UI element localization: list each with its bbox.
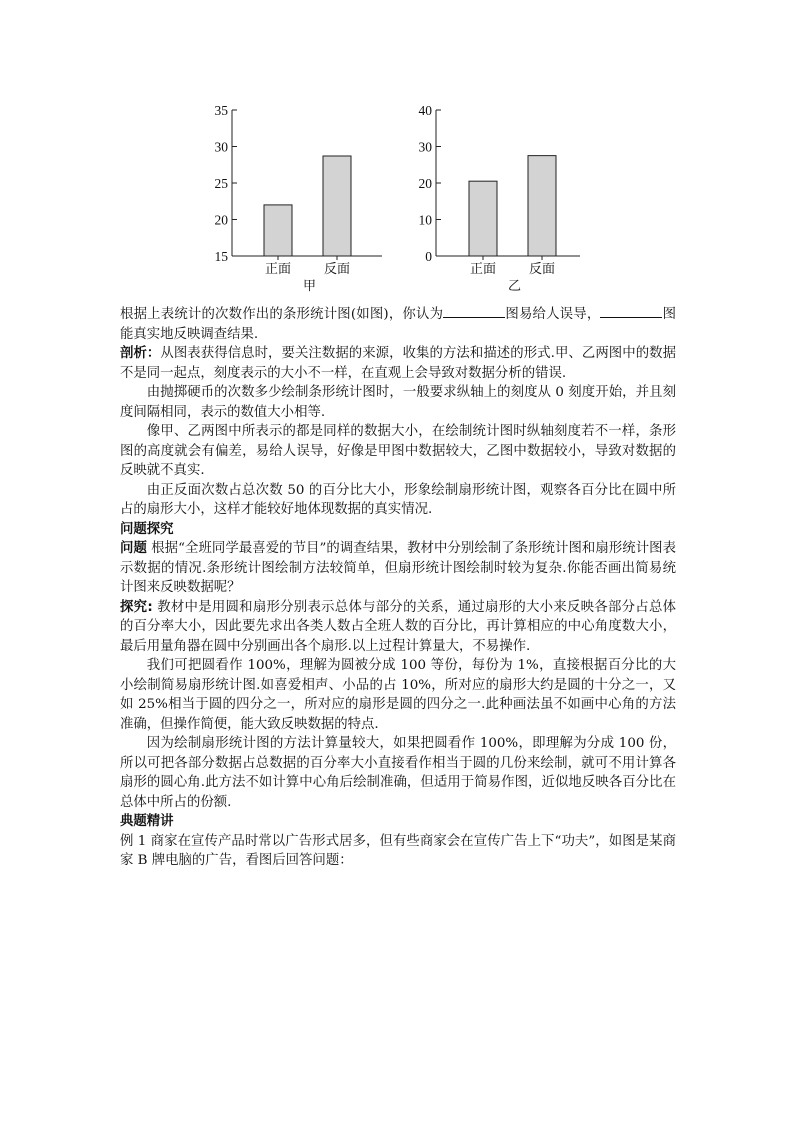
analysis-paragraph-2: 由抛掷硬币的次数多少绘制条形统计图时，一般要求纵轴上的刻度从 0 刻度开始，并且刻度间隔相同，表示的数值大小相等. bbox=[120, 385, 676, 420]
example-1-paragraph: 例 1 商家在宣传产品时常以广告形式居多，但有些商家会在宣传广告上下“功夫”，如图是某商家 B 牌电脑的广告，看图后回答问题： bbox=[120, 833, 676, 868]
bar bbox=[264, 205, 292, 256]
y-tick-label: 0 bbox=[425, 249, 432, 264]
explore-paragraph-2: 我们可把圆看作 100%，理解为圆被分成 100 等份，每份为 1%，直接根据百分比的大小绘制简易扇形统计图.如喜爱相声、小品的占 10%，所对应的扇形大约是圆的十分之一，又如 25%相当于圆的四分之一，所对应的扇形是圆的四分之一.此种画法虽不如画中心角的方法准确，但操作简便，能大致反映数据的特点. bbox=[120, 658, 676, 732]
y-tick-label: 40 bbox=[418, 103, 432, 118]
question-text-3: 图能真实地反映调查结果. bbox=[120, 307, 677, 342]
y-tick-label: 30 bbox=[214, 139, 228, 155]
problem-text: 根据“全班同学最喜爱的节目”的调查结果，教材中分别绘制了条形统计图和扇形统计图表示数据的情况.条形统计图绘制方法较简单，但扇形统计图绘制时较为复杂.你能否画出简易统计图来反映数据呢？ bbox=[120, 541, 677, 595]
x-tick-label: 反面 bbox=[528, 261, 556, 276]
y-tick-label: 10 bbox=[418, 212, 432, 228]
bar bbox=[323, 156, 351, 256]
bar-charts-figure bbox=[200, 98, 600, 298]
explore-paragraph bbox=[120, 598, 676, 657]
y-tick-label: 20 bbox=[418, 176, 432, 191]
y-tick-label: 25 bbox=[214, 176, 228, 191]
document-body bbox=[120, 304, 676, 871]
analysis-paragraph-4: 由正反面次数占总次数 50 的百分比大小，形象绘制扇形统计图，观察各百分比在圆中所占的扇形大小，这样才能较好地体现数据的真实情况. bbox=[120, 482, 676, 517]
problem-label: 问题 bbox=[120, 541, 147, 556]
bar-charts-svg bbox=[200, 98, 600, 298]
explore-paragraph-3: 因为绘制扇形统计图的方法计算量较大，如果把圆看作 100%，即理解为分成 100 份，所以可把各部分数据占总数据的百分率大小直接看作相当于圆的几份来绘制，就可不用计算各扇形的圆心角.此方法不如计算中心角后绘制准确，但适用于简易作图，近似地反映各百分比在总体中所占的份额. bbox=[120, 736, 676, 810]
question-text-2: 图易给人误导， bbox=[505, 307, 601, 322]
chart-title: 乙 bbox=[507, 278, 522, 293]
explore-label: 探究: bbox=[120, 599, 153, 615]
y-tick-label: 20 bbox=[214, 212, 228, 228]
analysis-label: 剖析： bbox=[120, 346, 161, 361]
answer-blank-2[interactable] bbox=[600, 304, 662, 318]
bar bbox=[528, 156, 556, 256]
x-tick-label: 正面 bbox=[469, 261, 497, 276]
analysis-paragraph-3: 像甲、乙两图中所表示的都是同样的数据大小，在绘制统计图时纵轴刻度若不一样，条形图的高度就会有偏差，易给人误导，好像是甲图中数据较大，乙图中数据较小，导致对数据的反映就不真实. bbox=[120, 424, 676, 478]
y-tick-label: 30 bbox=[418, 139, 432, 155]
section-heading-explore: 问题探究 bbox=[120, 521, 174, 537]
question-paragraph bbox=[120, 304, 676, 344]
analysis-paragraph bbox=[120, 344, 676, 383]
y-tick-label: 15 bbox=[214, 249, 228, 264]
analysis-text: 从图表获得信息时，要关注数据的来源，收集的方法和描述的形式.甲、乙两图中的数据不是同一起点，刻度表示的大小不一样，在直观上会导致对数据分析的错误. bbox=[120, 346, 676, 381]
y-tick-label: 35 bbox=[214, 103, 228, 118]
answer-blank-1[interactable] bbox=[443, 304, 505, 318]
question-text-1: 根据上表统计的次数作出的条形统计图(如图)，你认为 bbox=[120, 307, 444, 322]
x-tick-label: 正面 bbox=[264, 261, 292, 276]
section-heading-examples: 典题精讲 bbox=[120, 814, 174, 829]
explore-text: 教材中是用圆和扇形分别表示总体与部分的关系，通过扇形的大小来反映各部分占总体的百分率大小，因此要先求出各类人数占全班人数的百分比，再计算相应的中心角度数大小，最后用量角器在圆中分别画出各个扇形.以上过程计算量大，不易操作. bbox=[120, 599, 676, 654]
problem-paragraph bbox=[120, 539, 676, 598]
chart-title: 甲 bbox=[302, 278, 317, 293]
x-tick-label: 反面 bbox=[323, 261, 351, 276]
bar bbox=[469, 181, 497, 256]
